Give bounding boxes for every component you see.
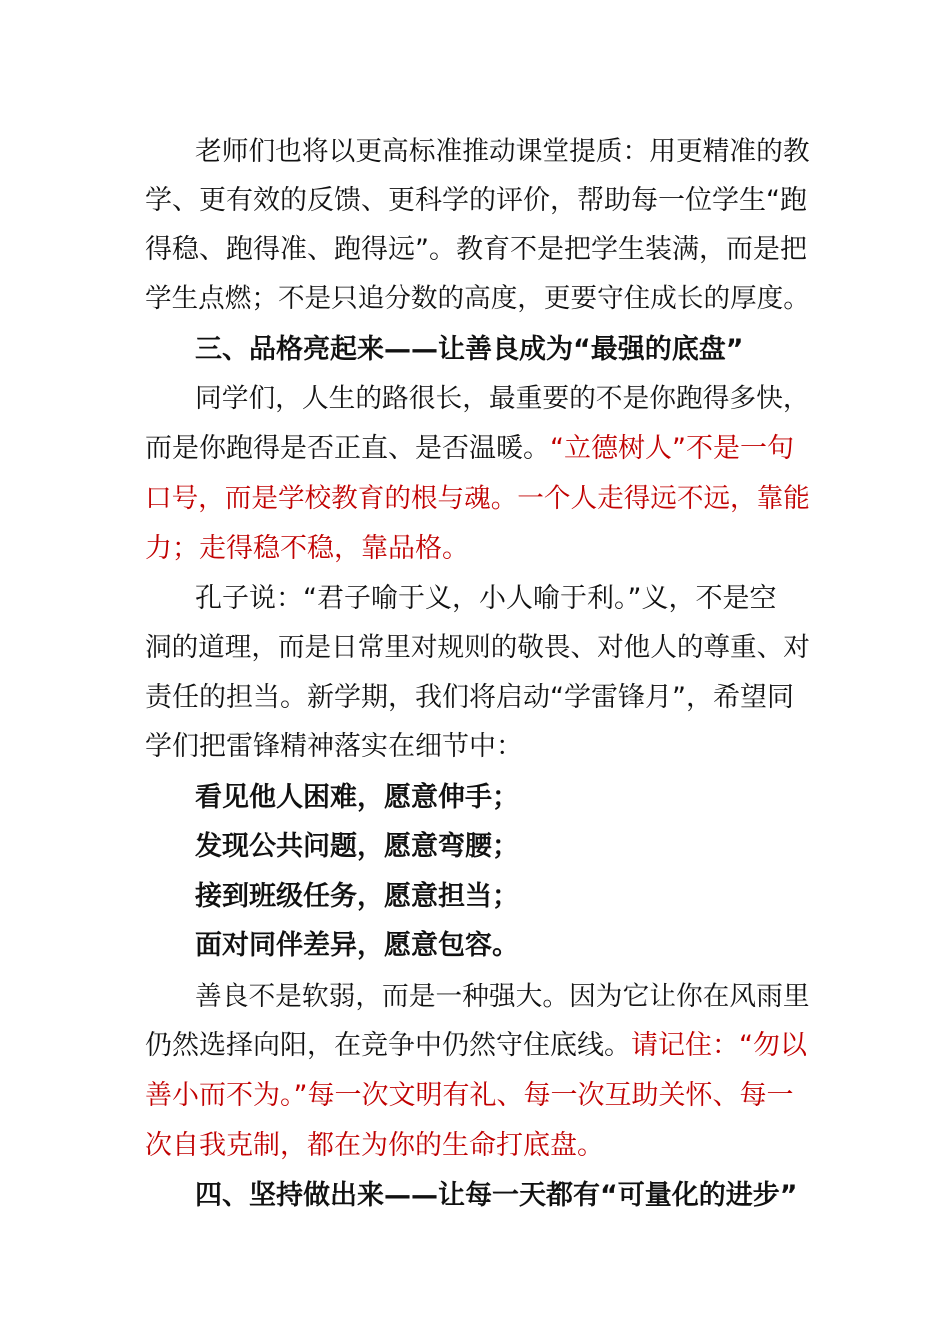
text-segment: 学、更有效的反馈、更科学的评价，帮助每一位学生“跑 (145, 185, 807, 216)
highlighted-text: 力；走得稳不稳，靠品格。 (145, 533, 469, 564)
body-text-line (0, 374, 950, 424)
text-segment: 学们把雷锋精神落实在细节中： (145, 731, 523, 762)
text-segment: 学生点燃；不是只追分数的高度，更要守住成长的厚度。 (145, 283, 810, 314)
text-segment: 善良不是软弱，而是一种强大。因为它让你在风雨里 (195, 981, 810, 1012)
body-text-line (0, 623, 950, 673)
section-heading-4 (0, 1171, 950, 1221)
section-heading-3 (0, 325, 950, 375)
highlighted-text: 善小而不为。”每一次文明有礼、每一次互助关怀、每一 (145, 1080, 794, 1111)
body-text-line (0, 424, 950, 474)
text-segment: 孔子说：“君子喻于义，小人喻于利。”义，不是空 (195, 583, 777, 614)
body-text-line (0, 225, 950, 275)
body-text-line (0, 673, 950, 723)
text-segment: 得稳、跑得准、跑得远”。教育不是把学生装满，而是把 (145, 234, 807, 265)
highlighted-text-line (0, 1071, 950, 1121)
text-segment: 洞的道理，而是日常里对规则的敬畏、对他人的尊重、对 (145, 632, 810, 663)
body-text-line (0, 176, 950, 226)
body-text-line (0, 1021, 950, 1071)
text-segment: 仍然选择向阳，在竞争中仍然守住底线。 (145, 1030, 631, 1061)
body-text-line (0, 972, 950, 1022)
text-segment: 责任的担当。新学期，我们将启动“学雷锋月”，希望同 (145, 682, 794, 713)
text-segment: 同学们，人生的路很长，最重要的不是你跑得多快， (195, 383, 810, 414)
highlighted-text-line (0, 1121, 950, 1171)
highlighted-text-line (0, 524, 950, 574)
text-segment: 老师们也将以更高标准推动课堂提质：用更精准的教 (195, 136, 810, 167)
bold-list-item (0, 921, 950, 971)
bold-list-item (0, 872, 950, 922)
list-item-text: 看见他人困难，愿意伸手； (195, 782, 519, 813)
body-text-line (0, 274, 950, 324)
highlighted-text: 口号，而是学校教育的根与魂。一个人走得远不远，靠能 (145, 483, 810, 514)
heading-text: 三、品格亮起来——让善良成为“最强的底盘” (195, 334, 744, 365)
bold-list-item (0, 822, 950, 872)
body-text-line (0, 127, 950, 177)
bold-list-item (0, 773, 950, 823)
text-segment: 而是你跑得是否正直、是否温暖。 (145, 433, 550, 464)
heading-text: 四、坚持做出来——让每一天都有“可量化的进步” (195, 1180, 798, 1211)
body-text-line (0, 574, 950, 624)
highlighted-text: “立德树人”不是一句 (550, 433, 794, 464)
list-item-text: 接到班级任务，愿意担当； (195, 881, 519, 912)
list-item-text: 面对同伴差异，愿意包容。 (195, 930, 519, 961)
body-text-line (0, 722, 950, 772)
highlighted-text: 请记住：“勿以 (631, 1030, 807, 1061)
highlighted-text: 次自我克制，都在为你的生命打底盘。 (145, 1130, 604, 1161)
highlighted-text-line (0, 474, 950, 524)
list-item-text: 发现公共问题，愿意弯腰； (195, 831, 519, 862)
